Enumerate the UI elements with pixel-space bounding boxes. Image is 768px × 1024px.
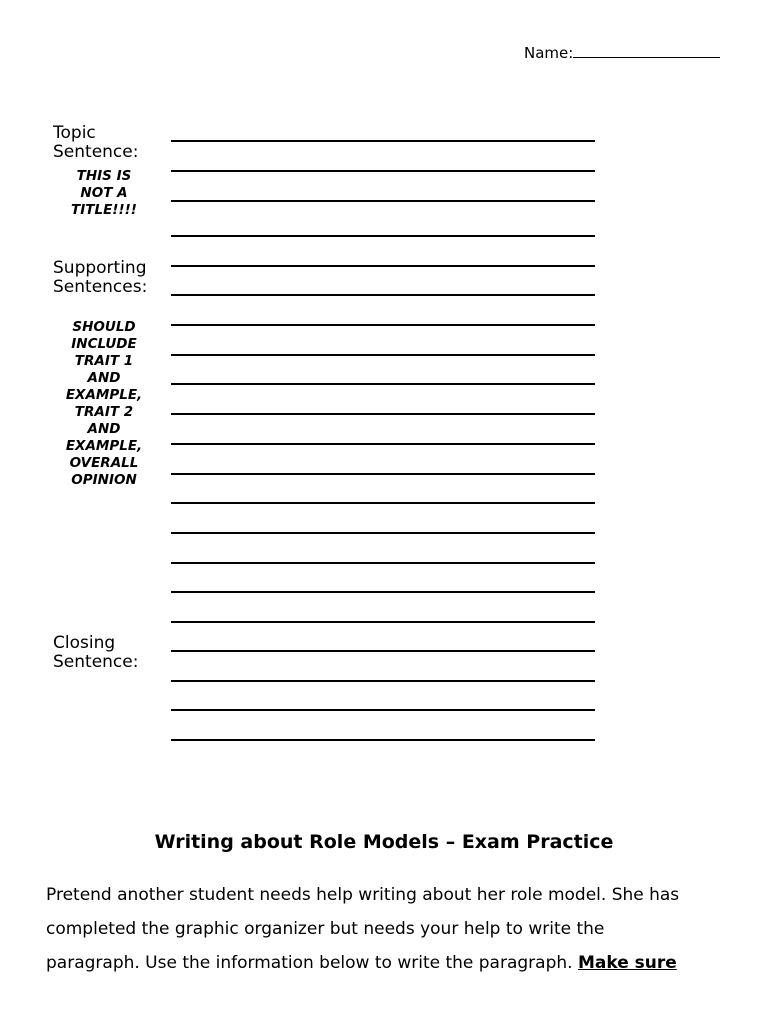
name-blank[interactable] (573, 43, 720, 58)
supporting-note-line: OPINION (71, 472, 137, 488)
supporting-note-line: SHOULD (72, 319, 136, 335)
topic-label-line2: Sentence: (53, 142, 139, 162)
topic-note (56, 168, 152, 219)
supporting-note-line: AND (87, 421, 121, 437)
writing-line[interactable] (171, 235, 595, 237)
supporting-note-line: TRAIT 2 (74, 404, 134, 420)
writing-line[interactable] (171, 200, 595, 202)
make-sure-emphasis: Make sure (577, 953, 677, 973)
supporting-note (54, 319, 154, 489)
supporting-note-line: AND (87, 370, 121, 386)
writing-line[interactable] (171, 709, 595, 711)
topic-note-line: THIS IS (76, 168, 132, 184)
supporting-note-line: TRAIT 1 (74, 353, 134, 369)
writing-line[interactable] (171, 443, 595, 445)
writing-line[interactable] (171, 621, 595, 623)
writing-line[interactable] (171, 383, 595, 385)
writing-line[interactable] (171, 294, 595, 296)
writing-line[interactable] (171, 650, 595, 652)
writing-line[interactable] (171, 140, 595, 142)
closing-sentence-label (53, 634, 138, 672)
writing-line[interactable] (171, 413, 595, 415)
instructions-paragraph (46, 878, 736, 980)
writing-line[interactable] (171, 739, 595, 741)
supporting-note-line: EXAMPLE, (65, 387, 143, 403)
paragraph-line: completed the graphic organizer but needs your help to write the (46, 919, 605, 939)
writing-line[interactable] (171, 473, 595, 475)
supporting-note-line: INCLUDE (71, 336, 137, 352)
topic-label-line1: Topic (53, 123, 96, 143)
writing-line[interactable] (171, 170, 595, 172)
supporting-note-line: OVERALL (69, 455, 139, 471)
paragraph-line (46, 946, 736, 980)
writing-line[interactable] (171, 680, 595, 682)
supporting-label-line2: Sentences: (53, 277, 148, 297)
supporting-note-line: EXAMPLE, (65, 438, 143, 454)
supporting-label-line1: Supporting (53, 258, 147, 278)
writing-line[interactable] (171, 532, 595, 534)
name-label: Name: (524, 44, 574, 62)
topic-sentence-label (53, 124, 138, 162)
topic-note-line: NOT A (80, 185, 128, 201)
writing-line[interactable] (171, 502, 595, 504)
exam-title: Writing about Role Models – Exam Practice (154, 831, 614, 853)
writing-line[interactable] (171, 265, 595, 267)
writing-line[interactable] (171, 324, 595, 326)
name-field[interactable] (524, 43, 720, 62)
supporting-sentences-label (53, 259, 147, 297)
writing-line[interactable] (171, 562, 595, 564)
topic-note-line: TITLE!!!! (71, 202, 137, 218)
writing-line[interactable] (171, 591, 595, 593)
paragraph-line: Pretend another student needs help writing about her role model. She has (46, 885, 680, 905)
writing-line[interactable] (171, 354, 595, 356)
paragraph-line-text: paragraph. Use the information below to write the paragraph. (46, 953, 578, 973)
closing-label-line2: Sentence: (53, 652, 139, 672)
closing-label-line1: Closing (53, 633, 116, 653)
